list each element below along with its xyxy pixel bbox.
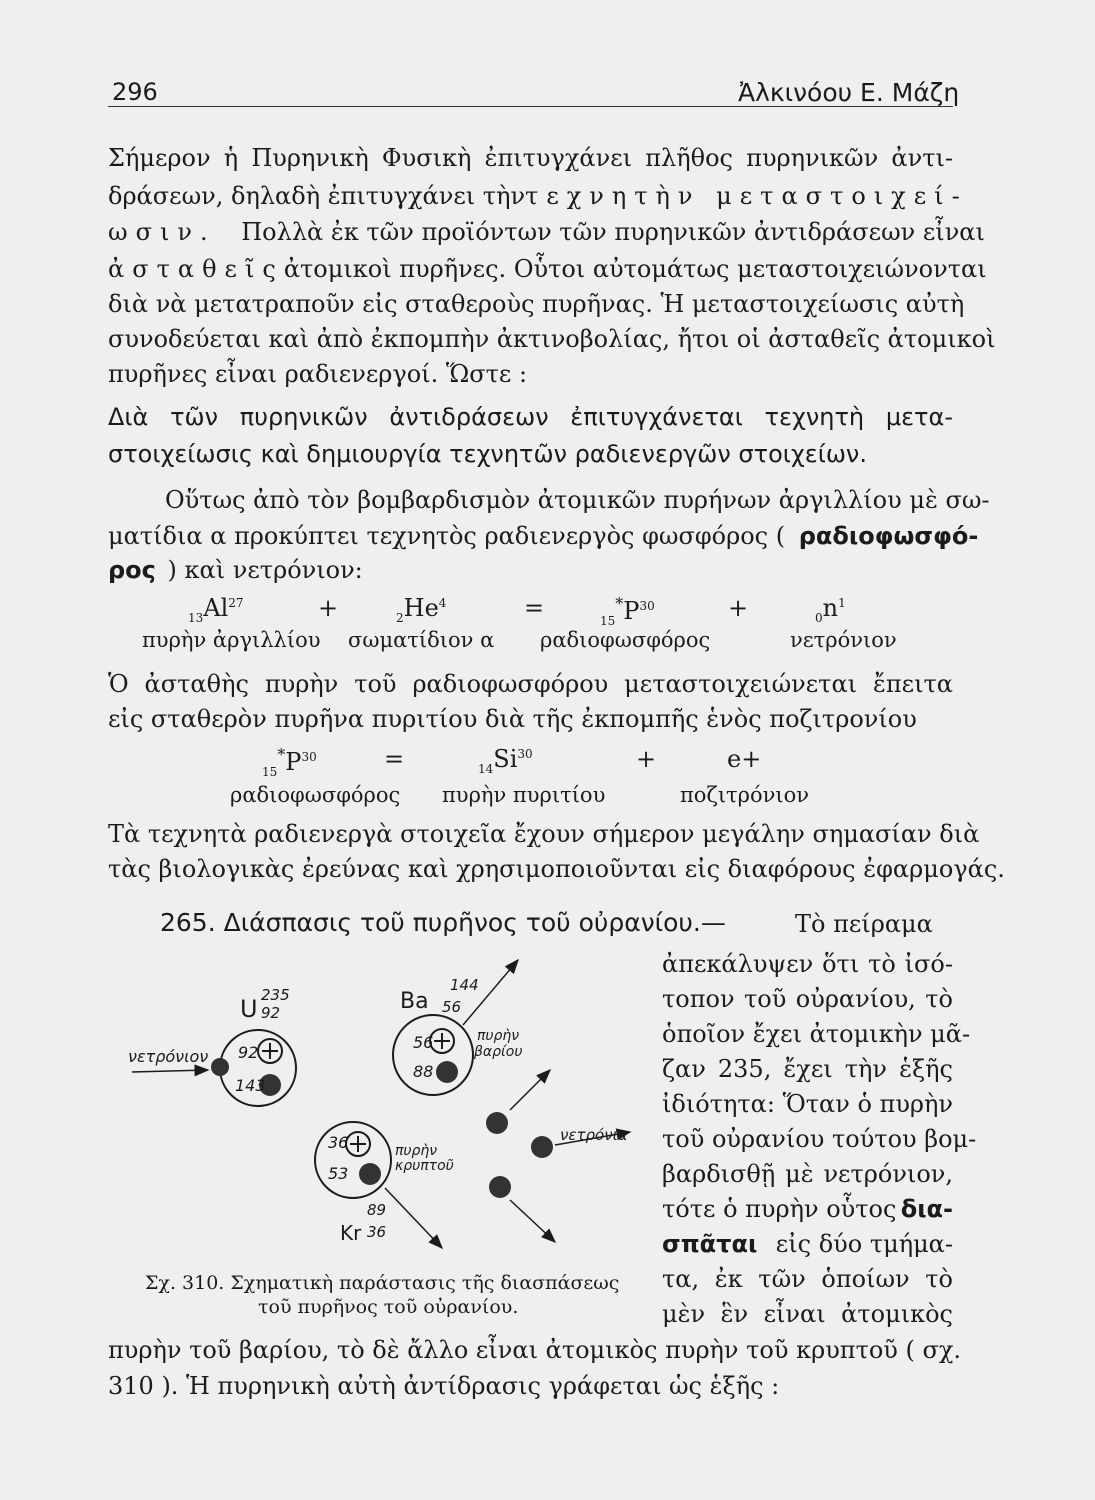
- ba-neutron-count: 88: [413, 1062, 434, 1081]
- star: *: [615, 594, 624, 613]
- column-line: μὲν ἓν εἶναι ἀτομικὸς: [662, 1300, 953, 1328]
- kr-proton-count: 36: [328, 1133, 349, 1152]
- star: *: [277, 745, 286, 764]
- u-z: 92: [261, 1004, 281, 1022]
- symbol: He: [403, 594, 439, 622]
- atomic-number: 2: [396, 610, 404, 625]
- neutron-dot: [359, 1163, 381, 1185]
- bold-term: ρος: [108, 556, 156, 584]
- column-line: τοπον τοῦ οὐρανίου, τὸ: [662, 985, 953, 1013]
- text-span: ἀτομικοὶ πυρῆνες. Οὗτοι αὐτομάτως μεταστοιχειώνονται: [283, 255, 987, 283]
- para1-line: πυρῆνες εἶναι ραδιενεργοί. Ὥστε :: [108, 360, 528, 388]
- mass-number: 30: [301, 750, 317, 764]
- emphasis-spaced: ωσιν.: [108, 218, 216, 246]
- ba-z: 56: [442, 998, 462, 1016]
- nuclide-p: [600, 594, 655, 628]
- column-line: ἀπεκάλυψεν ὅτι τὸ ἰσό-: [662, 950, 953, 978]
- bold-term: ραδιοφωσφό-: [798, 522, 979, 550]
- bold-term: σπᾶται: [662, 1230, 758, 1258]
- reaction-label: ποζιτρόνιον: [680, 783, 810, 807]
- column-line: τοῦ οὐρανίου τούτου βομ-: [662, 1125, 977, 1153]
- incoming-neutron: [211, 1058, 229, 1076]
- ba-caption: βαρίου: [474, 1044, 523, 1060]
- nuclide-p: [262, 745, 317, 779]
- emitted-neutron: [489, 1176, 511, 1198]
- neutron-arrow: [132, 1070, 208, 1072]
- atomic-number: 13: [188, 610, 204, 625]
- emitted-neutron: [531, 1136, 553, 1158]
- column-line: τα, ἐκ τῶν ὁποίων τὸ: [662, 1265, 953, 1293]
- mass-number: 4: [438, 596, 447, 610]
- atomic-number: 15: [262, 764, 278, 779]
- reaction-label: πυρὴν πυριτίου: [442, 783, 606, 807]
- final-line: πυρὴν τοῦ βαρίου, τὸ δὲ ἄλλο εἶναι ἀτομικὸς πυρὴν τοῦ κρυπτοῦ ( σχ.: [108, 1336, 962, 1364]
- nuclide-si: [478, 745, 533, 776]
- page-number: 296: [112, 78, 158, 106]
- nuclide-he: [396, 594, 446, 625]
- fission-diagram: [120, 950, 655, 1260]
- plus-sign: +: [318, 594, 339, 622]
- reaction-label: ραδιοφωσφόρος: [540, 628, 711, 652]
- u-mass: 235: [261, 986, 290, 1004]
- text-span: δράσεων, δηλαδὴ ἐπιτυγχάνει τὴν: [108, 182, 526, 210]
- nuclide-n: [815, 594, 846, 625]
- ba-proton-count: 56: [413, 1033, 434, 1052]
- section-number: 265.: [160, 908, 216, 937]
- symbol: P: [623, 597, 640, 625]
- emphasis-spaced: τεχνητὴν μεταστοιχεί-: [525, 182, 968, 210]
- krypton-arrow: [385, 1188, 442, 1248]
- mass-number: 27: [228, 596, 244, 610]
- section-text-start: Τὸ πείραμα: [795, 910, 933, 938]
- symbol: Si: [493, 745, 518, 773]
- para1-line: συνοδεύεται καὶ ἀπὸ ἐκπομπὴν ἀκτινοβολίας, ἤτοι οἱ ἀσταθεῖς ἀτομικοὶ: [108, 325, 996, 353]
- para4-line: Τὰ τεχνητὰ ραδιενεργὰ στοιχεῖα ἔχουν σήμερον μεγάλην σημασίαν διὰ: [108, 820, 980, 848]
- para3-line: Ὁ ἀσταθὴς πυρὴν τοῦ ραδιοφωσφόρου μεταστοιχειώνεται ἔπειτα: [108, 670, 953, 698]
- u-label: U: [240, 995, 258, 1023]
- ba-caption: πυρὴν: [477, 1028, 520, 1044]
- barium-nucleus: [393, 1015, 473, 1095]
- nuclide-al: [188, 594, 244, 625]
- emitted-neutron: [486, 1112, 508, 1134]
- mass-number: 1: [838, 596, 846, 610]
- atomic-number: 0: [815, 610, 823, 625]
- figure-caption: Σχ. 310. Σχηματικὴ παράστασις τῆς διασπάσεως: [145, 1272, 620, 1294]
- u-proton-count: 92: [238, 1043, 259, 1062]
- reaction-label: ραδιοφωσφόρος: [230, 783, 401, 807]
- reaction-label: πυρὴν ἀργιλλίου: [142, 628, 321, 652]
- neutron-out-arrow: [510, 1200, 555, 1242]
- text-span: ) καὶ νετρόνιον:: [167, 556, 363, 584]
- atomic-number: 14: [478, 761, 494, 776]
- kr-caption: κρυπτοῦ: [395, 1158, 454, 1174]
- atomic-number: 15: [600, 613, 616, 628]
- emphasis-spaced: ἀσταθεῖς: [108, 255, 284, 283]
- ba-mass: 144: [450, 976, 479, 994]
- text-span: ματίδια α προκύπτει τεχνητὸς ραδιενεργὸς φωσφόρος (: [108, 522, 786, 550]
- symbol: P: [285, 748, 302, 776]
- running-head: Ἀλκινόου Ε. Μάζη: [738, 78, 960, 107]
- positron: e+: [727, 745, 762, 773]
- para4-line: τὰς βιολογικὰς ἐρεύνας καὶ χρησιμοποιοῦνται εἰς διαφόρους ἐφαρμογάς.: [108, 855, 1005, 883]
- para2-line: [108, 556, 953, 584]
- statement-line: Διὰ τῶν πυρηνικῶν ἀντιδράσεων ἐπιτυγχάνεται τεχνητὴ μετα-: [108, 403, 953, 431]
- neutron-dot: [436, 1061, 458, 1083]
- plus-sign: +: [728, 594, 749, 622]
- neutron-in-label: νετρόνιον: [128, 1047, 209, 1066]
- kr-mass: 89: [367, 1201, 387, 1219]
- para1-line: διὰ νὰ μετατραποῦν εἰς σταθεροὺς πυρῆνας. Ἡ μεταστοιχείωσις αὐτὴ: [108, 290, 965, 318]
- statement-line: στοιχείωσις καὶ δημιουργία τεχνητῶν ραδιενεργῶν στοιχείων.: [108, 440, 867, 468]
- symbol: n: [822, 594, 839, 622]
- kr-label: Kr: [340, 1221, 362, 1245]
- para2-line: Οὕτως ἀπὸ τὸν βομβαρδισμὸν ἀτομικῶν πυρήνων ἀργιλλίου μὲ σω-: [165, 486, 990, 514]
- para1-line: [108, 255, 987, 283]
- column-line: [662, 1230, 953, 1258]
- column-line: [662, 1195, 953, 1223]
- plus-sign: +: [636, 745, 657, 773]
- equals-sign: =: [384, 745, 405, 773]
- neutron-out-arrow: [510, 1070, 550, 1110]
- section-title: Διάσπασις τοῦ πυρῆνος τοῦ οὐρανίου.—: [223, 908, 726, 937]
- kr-caption: πυρὴν: [395, 1143, 438, 1159]
- text-span: τότε ὁ πυρὴν οὗτος: [662, 1195, 897, 1223]
- neutrons-out-label: νετρόνια: [560, 1126, 628, 1144]
- para1-line: [108, 218, 985, 246]
- column-line: ἰδιότητα: Ὅταν ὁ πυρὴν: [662, 1090, 953, 1118]
- ba-label: Ba: [400, 989, 429, 1014]
- section-heading: [160, 908, 726, 937]
- equals-sign: =: [524, 594, 545, 622]
- reaction-label: νετρόνιον: [790, 628, 897, 652]
- figure-caption: τοῦ πυρῆνος τοῦ οὐρανίου.: [258, 1296, 519, 1318]
- reaction-label: σωματίδιον α: [348, 628, 495, 652]
- final-line: 310 ). Ἡ πυρηνικὴ αὐτὴ ἀντίδρασις γράφεται ὡς ἑξῆς :: [108, 1372, 780, 1400]
- mass-number: 30: [517, 747, 533, 761]
- kr-z: 36: [367, 1223, 387, 1241]
- header-rule: [108, 106, 953, 107]
- column-line: βαρδισθῇ μὲ νετρόνιον,: [662, 1160, 953, 1188]
- kr-neutron-count: 53: [328, 1164, 349, 1183]
- column-line: ὁποῖον ἔχει ἀτομικὴν μᾶ-: [662, 1020, 971, 1048]
- text-span: εἰς δύο τμήμα-: [775, 1230, 953, 1258]
- column-line: ζαν 235, ἔχει τὴν ἑξῆς: [662, 1055, 953, 1083]
- para3-line: εἰς σταθερὸν πυρῆνα πυριτίου διὰ τῆς ἐκπομπῆς ἑνὸς ποζιτρονίου: [108, 705, 917, 733]
- bold-term: δια-: [900, 1195, 953, 1223]
- para2-line: [108, 522, 979, 550]
- para1-line: Σήμερον ἡ Πυρηνικὴ Φυσικὴ ἐπιτυγχάνει πλῆθος πυρηνικῶν ἀντι-: [108, 144, 953, 172]
- para1-line: [108, 182, 968, 210]
- text-span: Πολλὰ ἐκ τῶν προϊόντων τῶν πυρηνικῶν ἀντιδράσεων εἶναι: [241, 218, 985, 246]
- symbol: Al: [203, 594, 229, 622]
- mass-number: 30: [639, 599, 655, 613]
- u-neutron-count: 143: [235, 1076, 266, 1095]
